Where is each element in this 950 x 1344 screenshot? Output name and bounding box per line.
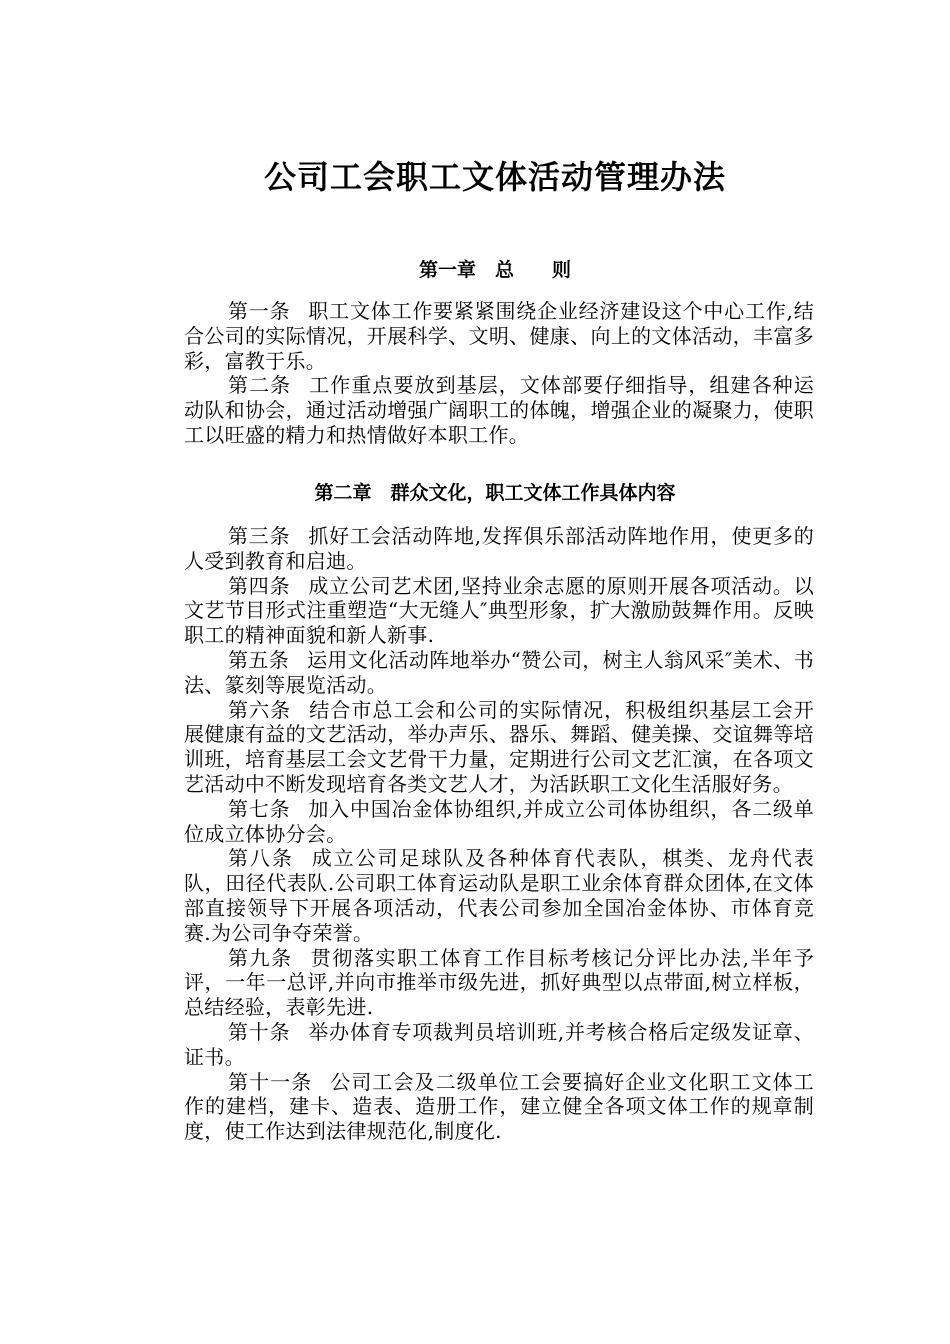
- article-number: 第八条: [228, 846, 294, 871]
- article-text: 贯彻落实职工体育工作目标考核记分评比办法,半年予评，一年一总评,并向市推举市级先进，抓好典型以点带面,树立样板，总结经验，表彰先进.: [184, 945, 815, 1020]
- article-1: [184, 299, 814, 373]
- article-5: [184, 648, 814, 698]
- article-text: 成立公司艺术团,坚持业余志愿的原则开展各项活动。以文艺节目形式注重塑造“大无缝人″典型形象，扩大激励鼓舞作用。反映职工的精神面貌和新人新事.: [184, 573, 814, 648]
- article-text: 工作重点要放到基层，文体部要仔细指导，组建各种运动队和协会，通过活动增强广阔职工的体魄，增强企业的凝聚力，使职工以旺盛的精力和热情做好本职工作。: [184, 373, 814, 447]
- article-number: 第四条: [228, 573, 291, 598]
- chapter-heading-2: 第二章 群众文化，职工文体工作具体内容: [314, 482, 676, 504]
- article-text: 成立公司足球队及各种体育代表队，棋类、龙舟代表队，田径代表队.公司职工体育运动队是职工业余体育群众团体,在文体部直接领导下开展各项活动，代表公司参加全国冶金体协、市体育竞赛.为公司争夺荣誉。: [184, 846, 814, 945]
- article-number: 第十一条: [228, 1069, 313, 1094]
- article-number: 第五条: [228, 647, 290, 672]
- chapter-heading-1: 第一章 总 则: [418, 259, 571, 281]
- article-number: 第七条: [228, 796, 291, 821]
- article-11: [184, 1070, 814, 1144]
- article-9: [184, 946, 814, 1020]
- article-10: [184, 1020, 814, 1070]
- chapter-1-body: [184, 299, 814, 448]
- article-7: [184, 797, 814, 847]
- article-6: [184, 698, 814, 797]
- article-number: 第六条: [228, 697, 292, 722]
- article-number: 第二条: [228, 373, 292, 398]
- article-number: 第三条: [228, 524, 291, 548]
- article-3: [184, 524, 814, 574]
- chapter-2-body: [184, 524, 814, 1144]
- article-number: 第九条: [228, 945, 293, 970]
- article-text: 职工文体工作要紧紧围绕企业经济建设这个中心工作,结合公司的实际情况，开展科学、文明、健康、向上的文体活动，丰富多彩，富教于乐。: [184, 299, 814, 373]
- article-text: 抓好工会活动阵地,发挥俱乐部活动阵地作用，使更多的人受到教育和启迪。: [184, 524, 814, 573]
- article-text: 结合市总工会和公司的实际情况，积极组织基层工会开展健康有益的文艺活动，举办声乐、器乐、舞蹈、健美操、交谊舞等培训班，培育基层工会文艺骨干力量，定期进行公司文艺汇演，在各项文艺活动中不断发现培育各类文艺人才，为活跃职工文化生活服好务。: [184, 697, 814, 796]
- article-2: [184, 373, 814, 447]
- article-text: 举办体育专项裁判员培训班,并考核合格后定级发证章、证书。: [184, 1019, 814, 1069]
- article-text: 运用文化活动阵地举办“赞公司，树主人翁风采″美术、书法、篆刻等展览活动。: [184, 647, 814, 697]
- article-4: [184, 574, 814, 648]
- article-number: 第十条: [228, 1019, 291, 1044]
- article-text: 公司工会及二级单位工会要搞好企业文化职工文体工作的建档，建卡、造表、造册工作，建立健全各项文体工作的规章制度，使工作达到法律规范化,制度化.: [184, 1069, 814, 1144]
- article-number: 第一条: [228, 299, 291, 323]
- document-title: 公司工会职工文体活动管理办法: [263, 158, 726, 196]
- article-8: [184, 846, 814, 945]
- article-text: 加入中国冶金体协组织,并成立公司体协组织，各二级单位成立体协分会。: [184, 796, 814, 846]
